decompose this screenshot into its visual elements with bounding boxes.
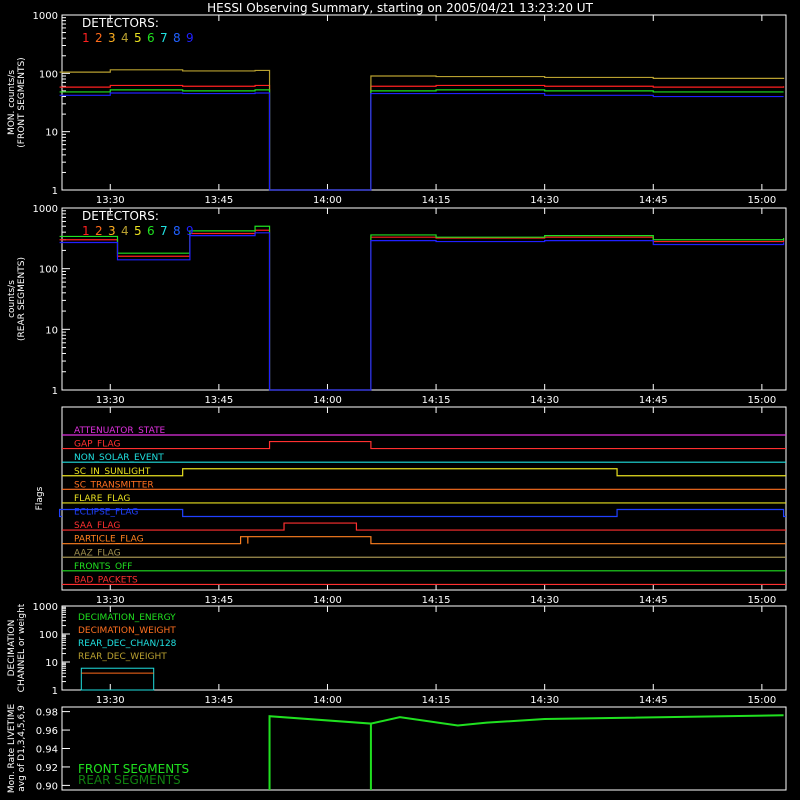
flag-label: SC_TRANSMITTER	[74, 480, 154, 491]
rear-x-tick-label: 14:00	[313, 395, 342, 406]
livetime-series	[270, 715, 784, 790]
front-y-tick-label: 1000	[32, 11, 58, 22]
rear-legend-number: 8	[173, 224, 181, 238]
front-y-label: (FRONT SEGMENTS)	[17, 57, 27, 148]
flag-line	[62, 534, 786, 545]
rear-legend-number: 1	[82, 224, 90, 238]
rear-x-tick-label: 14:30	[530, 395, 560, 406]
flag-label: SC_IN_SUNLIGHT	[74, 466, 151, 477]
front-legend-number: 8	[173, 31, 181, 45]
rear-y-tick-label: 1000	[32, 204, 58, 215]
flags-x-tick-label: 13:45	[204, 595, 234, 606]
livetime-y-tick-label: 0.96	[35, 726, 58, 738]
front-legend-number: 1	[82, 31, 90, 45]
livetime-y-tick-label: 0.90	[35, 781, 58, 793]
rear-x-tick-label: 13:30	[95, 395, 125, 406]
front-series-9	[60, 93, 784, 190]
rear-x-tick-label: 13:45	[204, 395, 234, 406]
decimation-y-label: DECIMATION	[7, 619, 17, 677]
rear-y-label: (REAR SEGMENTS)	[17, 256, 27, 342]
flags-x-tick-label: 14:30	[530, 595, 560, 606]
decimation-x-tick-label: 13:45	[204, 695, 234, 706]
front-x-tick-label: 15:00	[747, 195, 777, 206]
decimation-x-tick-label: 15:00	[747, 695, 777, 706]
front-series-1	[60, 85, 784, 190]
flags-y-label: Flags	[35, 486, 45, 511]
decimation-x-tick-label: 14:45	[638, 695, 668, 706]
livetime-y-label: Mon. Rate LIVETIME	[7, 703, 17, 794]
rear-x-tick-label: 14:45	[638, 395, 668, 406]
rear-legend-number: 2	[95, 224, 103, 238]
front-legend-number: 5	[134, 31, 142, 45]
decimation-y-label: CHANNEL or weight	[17, 603, 27, 693]
flag-label: ECLIPSE_FLAG	[74, 507, 139, 518]
front-legend-number: 2	[95, 31, 103, 45]
rear-y-tick-label: 10	[45, 325, 58, 337]
flag-label: BAD_PACKETS	[74, 575, 138, 586]
rear-legend-number: 3	[108, 224, 116, 238]
front-x-tick-label: 14:15	[421, 195, 451, 206]
flag-label: NON_SOLAR_EVENT	[74, 453, 164, 464]
decimation-y-tick-label: 100	[38, 630, 58, 641]
flag-label: FRONTS_OFF	[74, 561, 133, 572]
rear-y-tick-label: 1	[51, 386, 58, 397]
front-legend-number: 6	[147, 31, 155, 45]
flags-x-tick-label: 14:45	[638, 595, 668, 606]
front-x-tick-label: 13:45	[204, 195, 234, 206]
livetime-legend-entry: REAR SEGMENTS	[78, 773, 181, 787]
rear-series-1	[60, 230, 784, 390]
front-legend-number: 7	[160, 31, 168, 45]
rear-legend-number: 5	[134, 224, 142, 238]
front-legend-number: 9	[186, 31, 194, 45]
front-x-tick-label: 14:30	[530, 195, 560, 206]
flags-x-tick-label: 14:15	[421, 595, 451, 606]
flag-line	[62, 466, 786, 477]
flags-x-tick-label: 15:00	[747, 595, 777, 606]
front-legend-number: 3	[108, 31, 116, 45]
decimation-legend-entry: REAR_DEC_CHAN/128	[78, 639, 177, 649]
decimation-x-tick-label: 13:30	[95, 695, 125, 706]
decimation-y-tick-label: 1000	[32, 602, 58, 613]
livetime-legend-entry: FRONT SEGMENTS	[78, 762, 190, 776]
front-legend-number: 4	[121, 31, 129, 45]
livetime-y-label: avg of D1,3,4,5,6,9	[17, 705, 27, 792]
flag-label: AAZ_FLAG	[74, 548, 121, 559]
rear-legend-number: 7	[160, 224, 168, 238]
decimation-x-tick-label: 14:30	[530, 695, 560, 706]
front-y-tick-label: 10	[45, 127, 58, 139]
rear-legend-number: 6	[147, 224, 155, 238]
flag-label: PARTICLE_FLAG	[74, 534, 144, 545]
front-x-tick-label: 14:00	[313, 195, 342, 206]
rear-legend-number: 4	[121, 224, 129, 238]
decimation-x-tick-label: 14:15	[421, 695, 451, 706]
livetime-y-tick-label: 0.92	[35, 762, 58, 774]
flag-label: SAA_FLAG	[74, 521, 121, 532]
flags-x-tick-label: 14:00	[313, 595, 342, 606]
front-frame	[62, 15, 786, 190]
rear-series-6	[60, 226, 784, 390]
rear-y-tick-label: 100	[38, 264, 58, 276]
flag-line	[62, 439, 786, 450]
front-series-4	[60, 70, 784, 190]
rear-legend-number: 9	[186, 224, 194, 238]
decimation-legend-entry: DECIMATION_WEIGHT	[78, 626, 176, 636]
flag-label: FLARE_FLAG	[74, 493, 131, 504]
front-legend-title: DETECTORS:	[82, 16, 159, 30]
front-series-6	[60, 90, 784, 190]
front-y-label: MON. counts/s	[7, 69, 17, 136]
front-x-tick-label: 13:30	[95, 195, 125, 206]
front-y-tick-label: 1	[51, 186, 58, 197]
flag-line	[62, 523, 786, 530]
decimation-box	[81, 668, 153, 690]
livetime-y-tick-label: 0.94	[35, 744, 58, 756]
front-y-tick-label: 100	[38, 69, 58, 81]
rear-x-tick-label: 14:15	[421, 395, 451, 406]
livetime-y-tick-label: 0.98	[35, 707, 58, 719]
flag-label: GAP_FLAG	[74, 439, 121, 450]
figure-title: HESSI Observing Summary, starting on 2005/04/21 13:23:20 UT	[207, 1, 593, 15]
decimation-y-tick-label: 10	[45, 658, 58, 669]
plots-group	[7, 11, 786, 793]
flag-line	[60, 507, 786, 518]
decimation-legend-entry: REAR_DEC_WEIGHT	[78, 652, 167, 662]
rear-x-tick-label: 15:00	[747, 395, 777, 406]
flag-label: ATTENUATOR_STATE	[74, 426, 166, 436]
front-x-tick-label: 14:45	[638, 195, 668, 206]
rear-legend-title: DETECTORS:	[82, 209, 159, 223]
rear-y-label: counts/s	[7, 280, 17, 318]
decimation-y-tick-label: 1	[51, 686, 58, 697]
decimation-x-tick-label: 14:00	[313, 695, 342, 706]
decimation-legend-entry: DECIMATION_ENERGY	[78, 613, 176, 623]
flags-x-tick-label: 13:30	[95, 595, 125, 606]
